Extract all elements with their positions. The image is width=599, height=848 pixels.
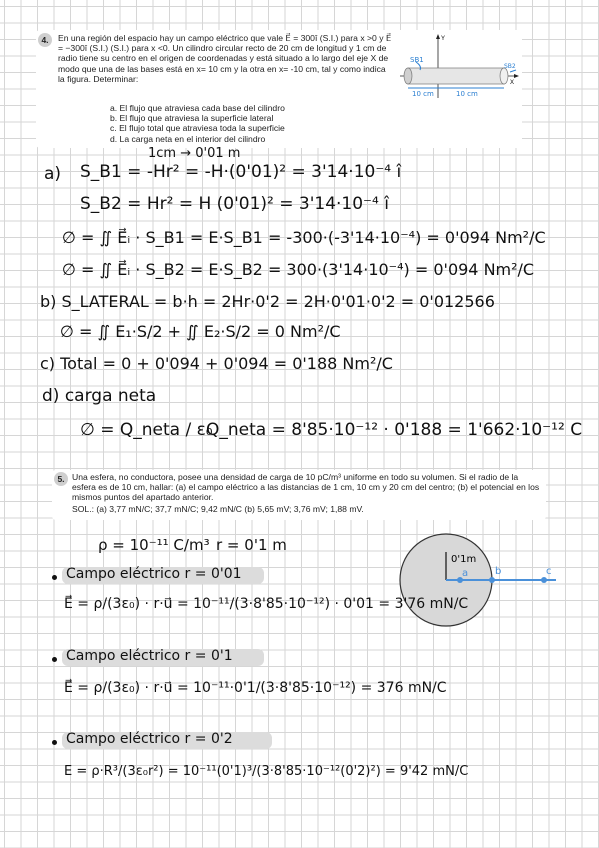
problem-4-box [36, 30, 522, 148]
part-d-label: d) carga neta [42, 386, 157, 406]
problem-4-item-d: d. La carga neta en el interior del cilindro [110, 133, 266, 144]
sb2-label: SB2 [504, 63, 516, 70]
right-length-label: 10 cm [456, 90, 478, 98]
problem-4-items [88, 103, 408, 144]
sphere-figure [396, 530, 562, 630]
point-a-label: a [462, 568, 469, 579]
problem-5-solution: SOL.: (a) 3,77 mN/C; 37,7 mN/C; 9,42 mN/C (b) 5,65 mV; 3,76 mV; 1,88 mV. [72, 504, 364, 514]
problem-4-number: 4. [38, 33, 52, 47]
cylinder-figure [398, 32, 524, 102]
left-length-label: 10 cm [412, 90, 434, 98]
charge-density: ρ = 10⁻¹¹ C/m³ [98, 536, 210, 554]
flux-base-1: ∅ = ∬ E⃗ᵢ · S_B1 = E·S_B1 = -300·(-3'14·10⁻⁴) = 0'094 Nm²/C [62, 228, 546, 247]
field-equation-3: E = ρ·R³/(3ε₀r²) = 10⁻¹¹(0'1)³/(3·8'85·10⁻¹²(0'2)²) = 9'42 mN/C [64, 764, 469, 779]
problem-5-text: Una esfera, no conductora, posee una densidad de carga de 10 pC/m³ uniforme en todo su volumen. Si el radio de la esfera es de 10 cm, hallar: (a) el campo eléctrico a las distancias de 1 cm, 10 cm y 20 cm del centro; (b) el potencial en los mismos puntos del apartado anterior. [72, 472, 540, 503]
field-equation-2: E⃗ = ρ/(3ε₀) · r·u⃗ = 10⁻¹¹·0'1/(3·8'85·10⁻¹²) = 376 mN/C [64, 680, 447, 696]
bullet-1 [52, 575, 57, 580]
heading-field-r2: Campo eléctrico r = 0'1 [66, 648, 233, 664]
part-a-label: a) [44, 164, 62, 184]
flux-base-2: ∅ = ∬ E⃗ᵢ · S_B2 = E·S_B2 = 300·(3'14·10⁻⁴) = 0'094 Nm²/C [62, 260, 535, 279]
y-axis-label: Y [441, 36, 446, 42]
point-b-label: b [495, 566, 502, 577]
sphere-radius: r = 0'1 m [216, 536, 287, 554]
point-c-label: c [546, 566, 552, 577]
problem-4-item-a: a. El flujo que atraviesa cada base del cilindro [110, 103, 285, 113]
part-d-charge: Q_neta = 8'85·10⁻¹² · 0'188 = 1'662·10⁻¹² C [206, 420, 583, 440]
part-b-lateral: b) S_LATERAL = b·h = 2Hr·0'2 = 2H·0'01·0'2 = 0'012566 [40, 292, 495, 311]
bullet-2 [52, 657, 57, 662]
sb1-equation: S_B1 = -Hr² = -H·(0'01)² = 3'14·10⁻⁴ î [80, 162, 402, 182]
problem-4-item-c: c. El flujo total que atraviesa toda la superficie [110, 123, 285, 134]
x-axis-label: X [510, 80, 515, 86]
sb1-label: SB1 [410, 56, 424, 64]
part-b-flux: ∅ = ∬ E₁·S/2 + ∬ E₂·S/2 = 0 Nm²/C [60, 322, 341, 341]
problem-5-number: 5. [54, 472, 68, 486]
heading-field-r1: Campo eléctrico r = 0'01 [66, 566, 242, 582]
conversion-note: 1cm → 0'01 m [148, 146, 241, 161]
heading-field-r3: Campo eléctrico r = 0'2 [66, 731, 233, 747]
problem-5-box [52, 470, 546, 520]
part-d-flux: ∅ = Q_neta / ε₀ [80, 420, 213, 440]
bullet-3 [52, 740, 57, 745]
sphere-radius-label: 0'1m [451, 554, 477, 565]
problem-4-text: En una región del espacio hay un campo eléctrico que vale E⃗ = 300î (S.I.) para x >0 y E⃗ = −300î (S.I.) (S.I.) para x <0. Un cilindro circular recto de 20 cm de longitud y 1 cm de radio tiene su centro en el origen de coordenadas y está situado a lo largo del eje X de modo que una de las bases está en x= 10 cm y la otra en x= -10 cm, tal y como indica la figura. Determinar: [58, 33, 392, 84]
problem-4-item-b: b. El flujo que atraviesa la superficie lateral [110, 113, 274, 124]
sb2-equation: S_B2 = Hr² = H (0'01)² = 3'14·10⁻⁴ î [80, 194, 389, 214]
field-equation-1: E⃗ = ρ/(3ε₀) · r·u⃗ = 10⁻¹¹/(3·8'85·10⁻¹²) · 0'01 = 3'76 mN/C [64, 596, 469, 612]
part-c-total: c) Total = 0 + 0'094 + 0'094 = 0'188 Nm²/C [40, 354, 393, 373]
